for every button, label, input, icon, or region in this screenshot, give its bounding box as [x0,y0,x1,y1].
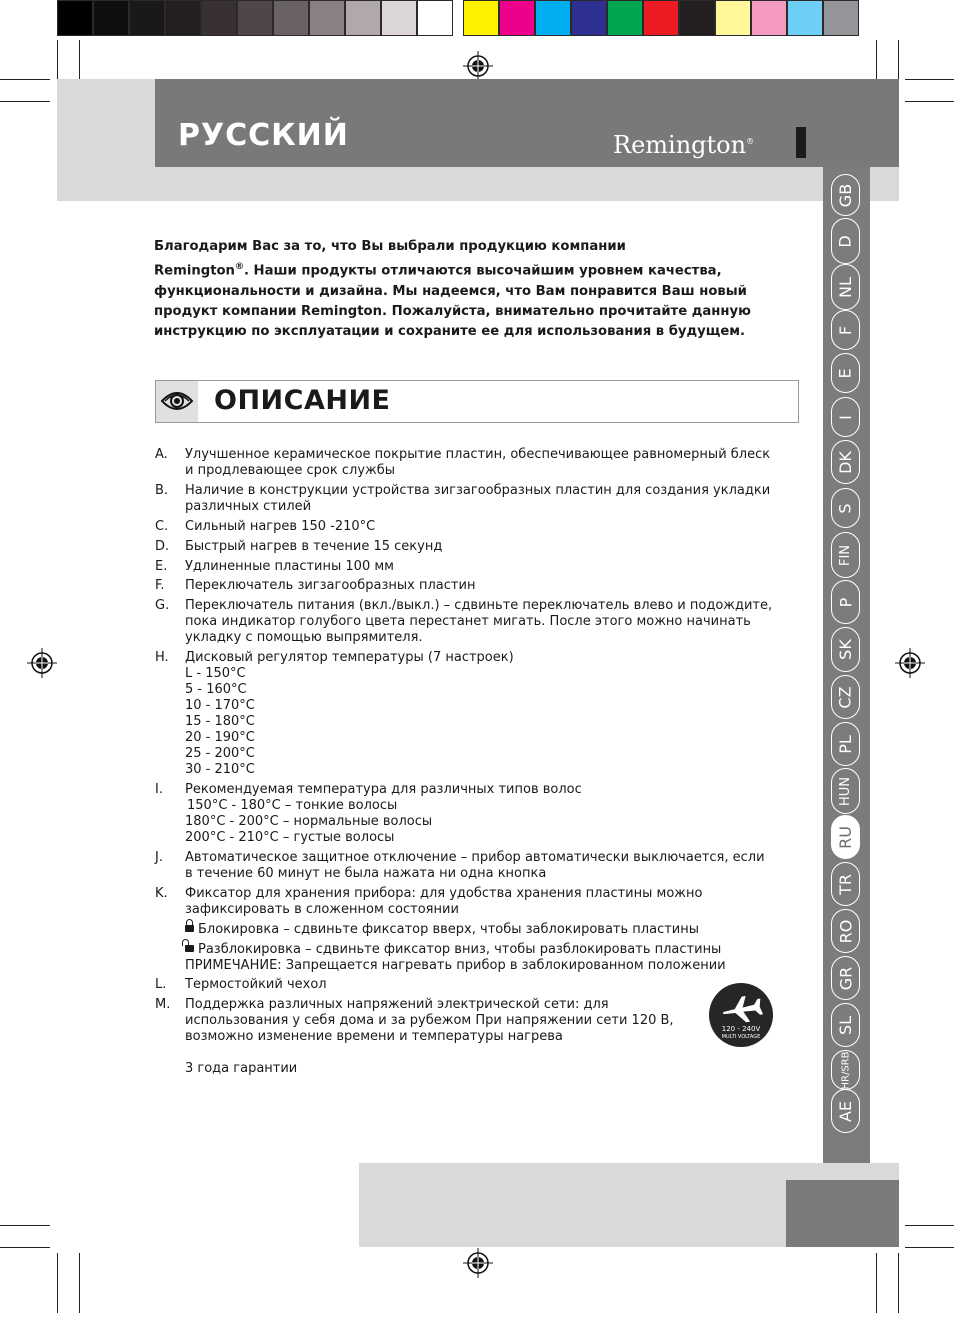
crop-mark [905,101,954,102]
intro-paragraph [154,237,804,342]
item-text: зафиксировать в сложенном состоянии [185,902,459,917]
item-letter: G. [155,598,170,613]
color-swatch [751,0,787,36]
intro-line: продукт компании Remington. Пожалуйста, внимательно прочитайте данную [154,304,751,319]
lock-icon [185,925,194,932]
item-letter: D. [155,539,170,554]
color-swatch [417,0,453,36]
crop-mark [0,1247,50,1248]
language-tab-label: SL [835,1015,855,1035]
item-text: различных стилей [185,499,312,514]
hair-type-temperature: 200°C - 210°C – густые волосы [185,830,395,845]
language-tab-label: RO [836,919,855,943]
registered-mark: ® [234,262,244,273]
page-number-block [786,1180,899,1247]
intro-line: Благодарим Вас за то, что Вы выбрали продукцию компании [154,239,626,254]
crop-mark [0,1225,50,1226]
temperature-setting: 20 - 190°C [185,730,255,745]
crop-mark [905,1247,954,1248]
language-tab-label: GB [836,183,855,207]
color-swatch [571,0,607,36]
crop-mark [57,1253,58,1313]
note-text: ПРИМЕЧАНИЕ: Запрещается нагревать прибор в заблокированном положении [185,958,726,973]
language-tab-label: NL [835,276,855,298]
language-tab-label: D [835,234,855,248]
color-swatch [237,0,273,36]
language-tab-label: HUN [838,776,854,806]
temperature-setting: L - 150°C [185,666,246,681]
list-item [185,650,797,778]
item-text: Автоматическое защитное отключение – прибор автоматически выключается, если [185,850,765,865]
item-text: Поддержка различных напряжений электрической сети: для [185,997,609,1012]
color-swatch [309,0,345,36]
unlock-instruction [185,942,797,958]
language-tab-f[interactable] [831,310,860,350]
item-text: Рекомендуемая температура для различных типов волос [185,782,582,797]
item-text: укладку с помощью выпрямителя. [185,630,423,645]
language-tab-i[interactable] [831,397,860,437]
voltage-range: 120 - 240V [721,1025,761,1033]
item-letter: L. [155,977,167,992]
section-title: ОПИСАНИЕ [214,385,391,416]
crop-mark [79,40,80,80]
page-language-title: РУССКИЙ [178,118,349,153]
warranty-text: 3 года гарантии [185,1061,298,1076]
hair-type-temperature: 180°C - 200°C – нормальные волосы [185,814,433,829]
color-swatch [273,0,309,36]
registration-mark-right [895,648,925,678]
item-text: использования у себя дома и за рубежом При напряжении сети 120 В, [185,1013,674,1028]
language-tab-label: P [836,597,855,607]
swatch-gap [453,0,463,36]
brand-name: Remington [613,131,747,159]
intro-line: функциональности и дизайна. Мы надеемся, что Вам понравится Ваш новый [154,283,747,299]
item-letter: B. [155,483,169,498]
item-letter: F. [155,578,165,593]
voltage-caption: MULTI VOLTAGE [721,1034,761,1040]
language-tab-gb[interactable] [831,174,860,216]
language-tab-ru[interactable] [831,815,860,859]
language-tab-label: I [836,414,855,420]
item-letter: I. [155,782,163,797]
item-text: в течение 60 минут не была нажата ни одна кнопка [185,866,547,881]
item-text: Наличие в конструкции устройства зигзагообразных пластин для создания укладки [185,483,771,498]
list-item: Удлиненные пластины 100 мм [185,559,394,574]
brand-bar [796,127,806,158]
item-letter: C. [155,519,169,534]
language-tab-ae[interactable] [831,1089,860,1133]
language-tab-nl[interactable] [831,264,860,310]
language-tab-label: TR [835,873,855,895]
registered-mark: ® [746,137,755,146]
language-tab-tr[interactable] [831,862,860,906]
color-swatch [607,0,643,36]
temperature-setting: 30 - 210°C [185,762,255,777]
list-item: Сильный нагрев 150 -210°C [185,519,376,534]
language-tab-dk[interactable] [831,440,860,484]
list-item [185,447,797,479]
brand-mention: Remington [154,263,235,279]
language-tab-ro[interactable] [831,909,860,953]
color-swatch [535,0,571,36]
intro-line: инструкцию по эксплуатации и сохраните ее для использования в будущем. [154,324,746,340]
hair-type-temperature: 150°C - 180°C – тонкие волосы [187,798,398,813]
language-tab-cz[interactable] [831,675,860,719]
lock-instruction [185,922,797,938]
crop-mark [0,79,50,80]
color-swatch [679,0,715,36]
list-item: Термостойкий чехол [185,977,327,992]
item-text: Переключатель питания (вкл./выкл.) – сдвиньте переключатель влево и подождите, [185,598,773,613]
crop-mark [57,40,58,80]
item-letter: K. [155,886,168,901]
language-tab-s[interactable] [831,488,860,528]
crop-mark [898,40,899,80]
language-tab-label: GR [835,966,855,990]
color-swatch [345,0,381,36]
color-swatch [129,0,165,36]
temperature-setting: 10 - 170°C [185,698,255,713]
item-text: Разблокировка – сдвиньте фиксатор вниз, чтобы разблокировать пластины [198,942,722,957]
temperature-setting: 5 - 160°C [185,682,247,697]
list-item: Быстрый нагрев в течение 15 секунд [185,539,443,554]
language-tab-label: AE [836,1100,855,1122]
item-letter: H. [155,650,169,665]
item-text: Блокировка – сдвиньте фиксатор вверх, чтобы заблокировать пластины [198,922,700,937]
color-calibration-bar [57,0,859,36]
color-swatch [463,0,499,36]
language-tab-pl[interactable] [831,722,860,766]
item-letter: A. [155,447,168,462]
language-tab-gr[interactable] [831,956,860,1000]
language-tab-sl[interactable] [831,1003,860,1047]
item-text: Дисковый регулятор температуры (7 настроек) [185,650,514,665]
language-tab-sk[interactable] [831,627,860,672]
item-text: пока индикатор голубого цвета перестанет мигать. После этого можно начинать [185,614,751,629]
crop-mark [79,1253,80,1313]
list-item [185,782,797,846]
color-swatch [165,0,201,36]
crop-mark [876,40,877,80]
crop-mark [905,1225,954,1226]
crop-mark [0,101,50,102]
language-tab-e[interactable] [831,353,860,393]
brand-logo [613,131,754,159]
language-tab-fin[interactable] [831,532,860,578]
color-swatch [715,0,751,36]
color-swatch [57,0,93,36]
crop-mark [898,1253,899,1313]
language-tab-label: DK [836,450,855,474]
language-tab-hun[interactable] [831,768,860,814]
list-item [185,483,797,515]
language-tab-label: FIN [837,544,853,566]
intro-text: . Наши продукты отличаются высочайшим уровнем качества, [243,263,722,279]
list-item [185,850,797,882]
language-tab-label: PL [836,734,855,754]
item-text: возможно изменение времени и температуры нагрева [185,1029,563,1044]
item-text: Фиксатор для хранения прибора: для удобства хранения пластины можно [185,886,703,901]
color-swatch [499,0,535,36]
color-swatch [201,0,237,36]
language-tab-p[interactable] [831,580,860,624]
crop-mark [876,1253,877,1313]
language-tab-label: E [835,367,855,379]
registration-mark-top [463,51,493,81]
color-swatch [823,0,859,36]
language-tab-label: RU [835,825,855,849]
registration-mark-bottom [463,1248,493,1278]
list-item [185,598,797,646]
temperature-setting: 25 - 200°C [185,746,255,761]
item-text: Улучшенное керамическое покрытие пластин, обеспечивающее равномерный блеск [185,447,771,462]
item-text: и продлевающее срок службы [185,463,396,478]
language-tab-label: SK [836,639,855,660]
item-letter: J. [155,850,163,865]
color-swatch [643,0,679,36]
language-tab-label: F [835,325,855,335]
crop-mark [905,79,954,80]
list-item: Переключатель зигзагообразных пластин [185,578,476,593]
color-swatch [381,0,417,36]
temperature-setting: 15 - 180°C [185,714,255,729]
item-letter: M. [155,997,171,1012]
registration-mark-left [27,648,57,678]
language-tab-label: CZ [835,685,855,709]
language-tab-hr-srb[interactable] [831,1050,860,1090]
item-letter: E. [155,559,168,574]
section-icon-box [156,381,198,422]
language-tab-label: HR/SRB [840,1051,851,1089]
intro-line [154,257,804,282]
language-tab-d[interactable] [831,218,860,264]
list-item [185,886,797,974]
language-tab-label: S [836,502,855,514]
unlock-icon [185,945,194,952]
color-swatch [93,0,129,36]
eye-icon [156,381,198,422]
list-item [185,997,705,1045]
color-swatch [787,0,823,36]
